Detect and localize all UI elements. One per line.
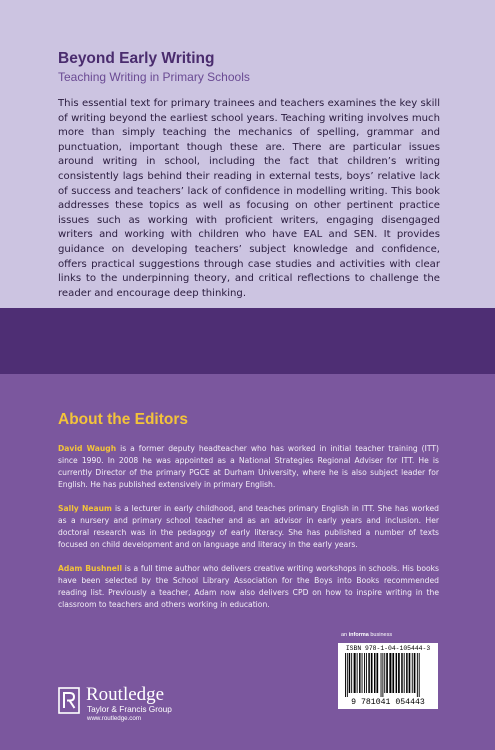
- barcode-bar: [414, 653, 416, 693]
- editor-name: Adam Bushnell: [58, 564, 123, 573]
- barcode-bar: [354, 653, 356, 693]
- barcode-bar: [374, 653, 375, 693]
- editor-bio-text: is a former deputy headteacher who has worked in initial teacher training (ITT) since 1990. In 2008 he was appointed as a National Strategies Regional Adviser for ITT. He is currently Director of the primary PGCE at Durham University, where he is also subject leader for English. He has published extensively in primary English.: [58, 444, 439, 489]
- barcode-bar: [417, 653, 418, 697]
- isbn-text: ISBN 978-1-04-105444-3: [345, 645, 431, 652]
- barcode-bar: [406, 653, 407, 693]
- barcode-digits: 9 781041 054443: [351, 698, 425, 707]
- barcode-bar: [364, 653, 365, 693]
- barcode-bar: [359, 653, 360, 693]
- barcode-bar: [392, 653, 394, 693]
- barcode-bar: [351, 653, 352, 693]
- barcode-bar: [398, 653, 400, 693]
- editor-name: Sally Neaum: [58, 504, 112, 513]
- barcode-bar: [345, 653, 346, 697]
- barcode-bar: [366, 653, 367, 693]
- barcode-bar: [384, 653, 385, 693]
- informa-suffix: business: [368, 632, 393, 638]
- publisher-group: Taylor & Francis Group: [87, 704, 172, 714]
- editor-name: David Waugh: [58, 444, 117, 453]
- book-blurb: This essential text for primary trainees and teachers examines the key skill of writing beyond the earliest school years. Teaching writing involves much more than simply teaching the mechanics of spelling, grammar and punctuation, important though these are. There are particular issues around writing in school, including the fact that children’s writing consistently lags behind their reading in external tests, boys’ relative lack of success and teachers’ lack of confidence in modelling writing. This book addresses these topics as well as focusing on other pertinent practice issues such as working with proficient writers, engaging disengaged writers and working with children who have EAL and SEN. It provides guidance on developing teachers’ subject knowledge and confidence, offers practical suggestions through case studies and activities with clear links to the underpinning theory, and critical reflections to challenge the reader and encourage deep thinking.: [58, 98, 440, 299]
- editor-bio: [58, 563, 439, 611]
- barcode-bar: [404, 653, 405, 693]
- editor-bio-text: is a lecturer in early childhood, and teaches primary English in ITT. She has worked as a nursery and primary school teacher and as an advisor in early years and inclusion. Her doctoral research was in the pedagogy of early literacy. She has published a number of texts focused on child development and on language and literacy in the early years.: [58, 504, 439, 549]
- barcode-bar: [347, 653, 348, 697]
- about-editors-heading: About the Editors: [58, 411, 189, 428]
- barcode-bar: [396, 653, 397, 693]
- editor-bio: [58, 503, 439, 551]
- publisher-url: www.routledge.com: [87, 715, 141, 722]
- routledge-logo-icon: [58, 687, 80, 714]
- barcode-bar: [357, 653, 358, 693]
- barcode-bar: [382, 653, 383, 697]
- barcode: [338, 643, 438, 709]
- barcode-bar: [371, 653, 373, 693]
- barcode-bar: [362, 653, 363, 693]
- publisher-name: Routledge: [86, 684, 165, 705]
- editor-bio-text: is a full time author who delivers creative writing workshops in schools. His books have been selected by the School Library Association for the Boys into Books recommended reading list. Previously a teacher, Adam now also delivers CPD on how to inspire writing in the classroom to teachers and others working in education.: [58, 564, 439, 609]
- barcode-bar: [349, 653, 350, 693]
- informa-tagline: [341, 632, 392, 638]
- barcode-bar: [419, 653, 420, 697]
- book-title: Beyond Early Writing: [58, 50, 215, 67]
- barcode-bar: [401, 653, 402, 693]
- book-subtitle: Teaching Writing in Primary Schools: [58, 70, 250, 84]
- barcode-bar: [381, 653, 382, 697]
- barcode-bars: [345, 653, 433, 697]
- barcode-bar: [412, 653, 413, 693]
- barcode-bar: [386, 653, 388, 693]
- barcode-bar: [376, 653, 378, 693]
- barcode-bar: [389, 653, 391, 693]
- color-band: [0, 308, 495, 374]
- informa-prefix: an: [341, 632, 349, 638]
- barcode-bar: [368, 653, 369, 693]
- editor-bio: [58, 443, 439, 491]
- barcode-bar: [409, 653, 411, 693]
- informa-brand: informa: [348, 632, 369, 638]
